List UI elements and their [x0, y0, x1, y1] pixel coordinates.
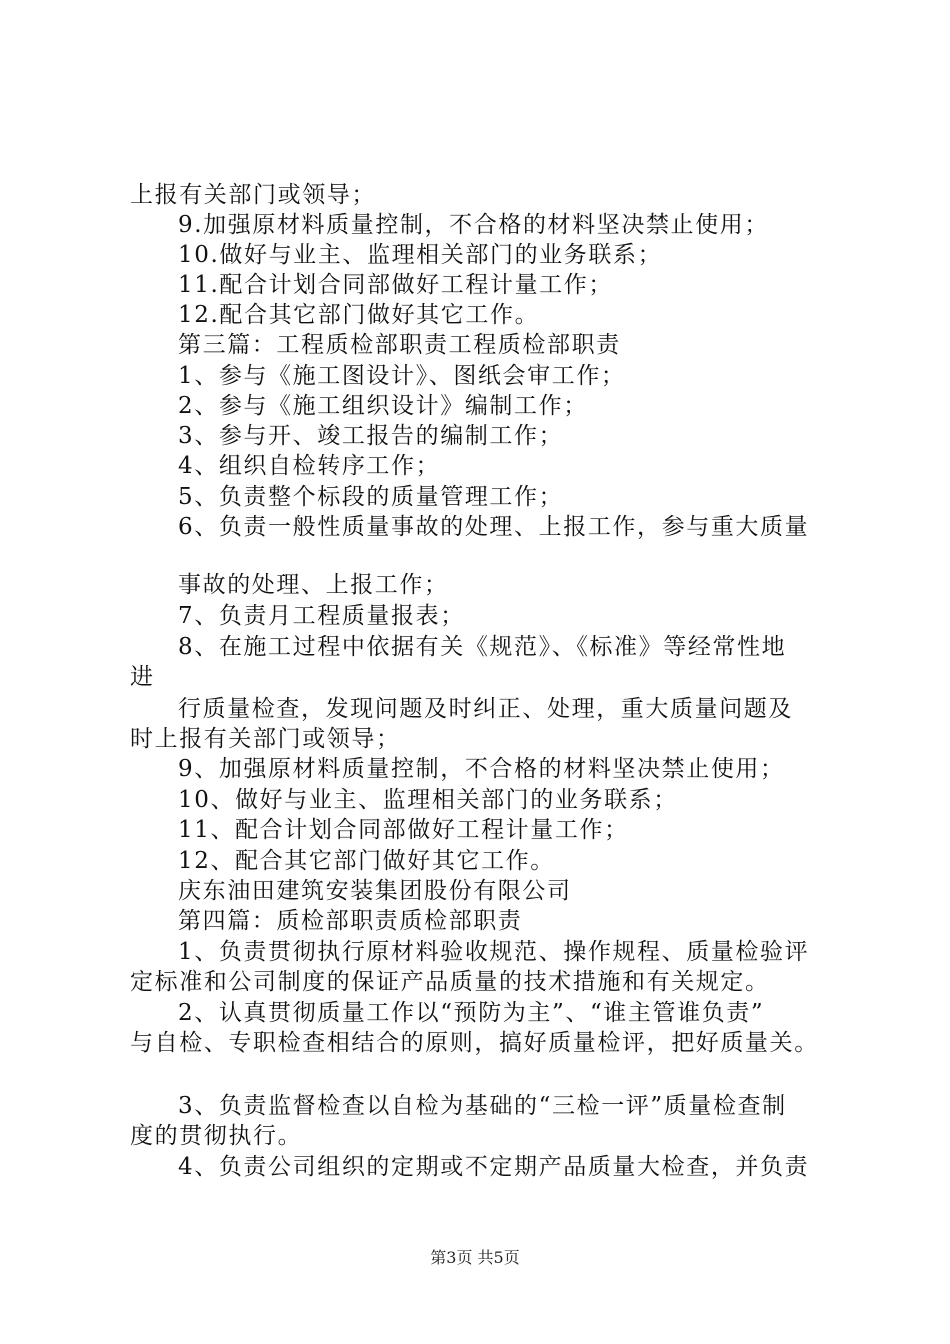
text-line: 上报有关部门或领导； — [130, 182, 376, 208]
text-line: 1、负责贯彻执行原材料验收规范、操作规程、质量检验评 — [178, 939, 810, 965]
text-line: 进 — [130, 664, 155, 690]
text-line: 4、组织自检转序工作； — [178, 453, 441, 479]
company-name: 庆东油田建筑安装集团股份有限公司 — [178, 878, 572, 904]
text-line: 度的贯彻执行。 — [130, 1123, 303, 1149]
text-line: 11、配合计划合同部做好工程计量工作； — [178, 817, 629, 843]
section-heading: 第四篇：质检部职责质检部职责 — [178, 908, 523, 934]
text-line: 10、做好与业主、监理相关部门的业务联系； — [178, 787, 678, 813]
text-line: 7、负责月工程质量报表； — [178, 603, 465, 629]
text-line: 2、参与《施工组织设计》编制工作； — [178, 393, 588, 419]
page-footer: 第3页 共5页 — [430, 1248, 520, 1267]
text-line: 9.加强原材料质量控制，不合格的材料坚决禁止使用； — [178, 212, 769, 238]
text-line: 与自检、专职检查相结合的原则，搞好质量检评，把好质量关。 — [130, 1030, 819, 1056]
text-line: 9、加强原材料质量控制，不合格的材料坚决禁止使用； — [178, 756, 785, 782]
text-line: 定标准和公司制度的保证产品质量的技术措施和有关规定。 — [130, 969, 770, 995]
text-line: 事故的处理、上报工作； — [178, 572, 449, 598]
text-line: 12、配合其它部门做好其它工作。 — [178, 848, 555, 874]
section-heading: 第三篇：工程质检部职责工程质检部职责 — [178, 332, 621, 358]
text-line: 4、负责公司组织的定期或不定期产品质量大检查，并负责 — [178, 1154, 810, 1180]
text-line: 3、负责监督检查以自检为基础的“三检一评”质量检查制 — [178, 1093, 787, 1119]
text-line: 12.配合其它部门做好其它工作。 — [178, 302, 540, 328]
text-line: 行质量检查，发现问题及时纠正、处理，重大质量问题及 — [178, 696, 793, 722]
text-line: 2、认真贯彻质量工作以“预防为主”、“谁主管谁负责” — [178, 1000, 765, 1026]
text-line: 6、负责一般性质量事故的处理、上报工作，参与重大质量 — [178, 514, 810, 540]
text-line: 10.做好与业主、监理相关部门的业务联系； — [178, 242, 663, 268]
text-line: 1、参与《施工图设计》、图纸会审工作； — [178, 363, 626, 389]
text-line: 11.配合计划合同部做好工程计量工作； — [178, 272, 613, 298]
text-line: 5、负责整个标段的质量管理工作； — [178, 484, 564, 510]
text-line: 8、在施工过程中依据有关《规范》、《标准》等经常性地 — [178, 634, 787, 660]
text-line: 时上报有关部门或领导； — [130, 726, 401, 752]
text-line: 3、参与开、竣工报告的编制工作； — [178, 423, 564, 449]
